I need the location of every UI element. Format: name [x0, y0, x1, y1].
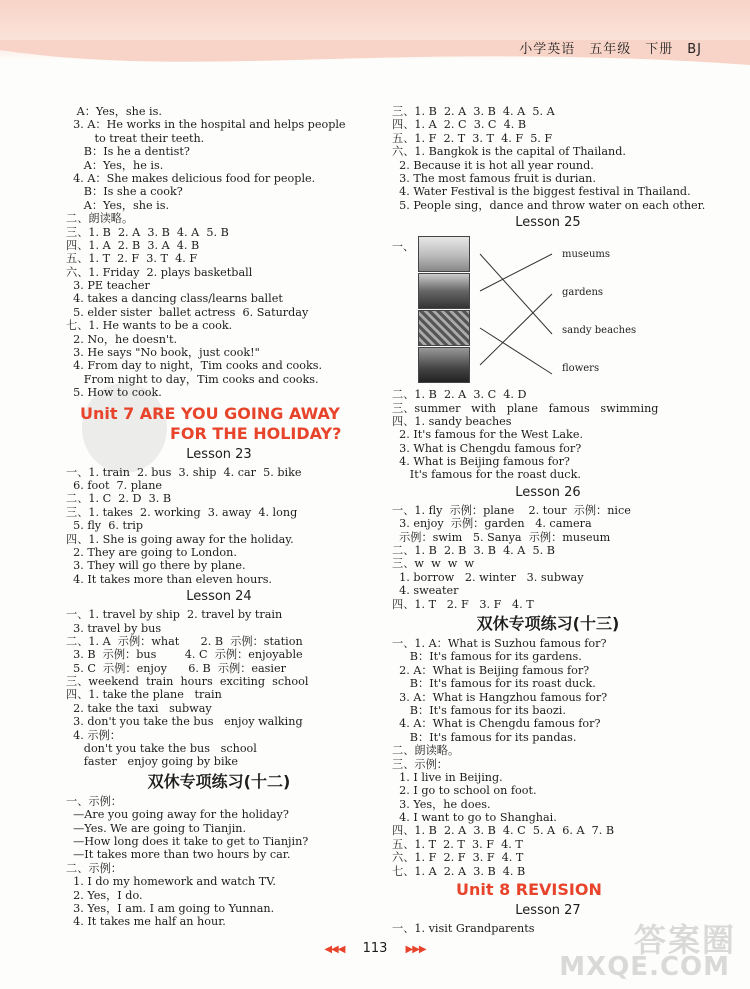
answer-line: 2. Because it is hot all year round.	[392, 158, 594, 172]
answer-line: 三、summer with plane famous swimming	[392, 401, 659, 415]
answer-line: 示例：swim 5. Sanya 示例：museum	[392, 530, 611, 544]
matching-lines	[392, 234, 704, 384]
answer-line: 3. B 示例：bus 4. C 示例：enjoyable	[66, 648, 303, 662]
answer-line: A：Yes，she is.	[66, 198, 170, 212]
matching-marker: 一、	[392, 240, 414, 254]
watermark-logo: 答案圈	[633, 921, 736, 959]
answer-line: 3. A：What is Hangzhou famous for?	[392, 690, 608, 704]
lesson-25-matching-exercise	[392, 234, 704, 384]
answer-block-thailand	[392, 105, 704, 212]
answer-line: 四、1. A 2. C 3. C 4. B	[392, 118, 527, 132]
answer-line: B：It's famous for its baozi.	[392, 703, 566, 717]
answer-line: 4. What is Beijing famous for?	[392, 455, 570, 469]
answer-line: 3. travel by bus	[66, 621, 162, 635]
lesson-23-answers	[66, 466, 372, 587]
answer-line: 五、1. F 2. T 3. T 4. F 5. F	[392, 131, 553, 145]
answer-line: 二、朗读略。	[66, 212, 134, 226]
answer-line: 3. They will go there by plane.	[66, 559, 246, 573]
answer-line: faster enjoy going by bike	[66, 755, 238, 769]
answer-line: 6. foot 7. plane	[66, 478, 163, 492]
answer-line: 2. A：What is Beijing famous for?	[392, 663, 590, 677]
answer-line: 5. How to cook.	[66, 386, 162, 400]
answer-line: 六、1. Bangkok is the capital of Thailand.	[392, 145, 626, 159]
answer-line: 4. takes a dancing class/learns ballet	[66, 292, 283, 306]
answer-line: 3. PE teacher	[66, 279, 150, 293]
answer-line: 五、1. T 2. F 3. T 4. F	[66, 252, 198, 266]
answer-line: 三、1. B 2. A 3. B 4. A 5. B	[66, 225, 229, 239]
answer-line: —Yes. We are going to Tianjin.	[66, 821, 247, 835]
unit-8-title: Unit 8 REVISION	[456, 880, 602, 900]
answer-line: 3. enjoy 示例：garden 4. camera	[392, 517, 592, 531]
weekend-practice-12-answers	[66, 795, 372, 929]
answer-block-unit6-continued	[66, 105, 372, 400]
answer-line: 2. It's famous for the West Lake.	[392, 428, 584, 442]
answer-line: 2. I go to school on foot.	[392, 784, 537, 798]
answer-line: 4. From day to night，Tim cooks and cooks.	[66, 359, 323, 373]
answer-line: 一、1. visit Grandparents	[392, 922, 535, 936]
answer-line: 七、1. A 2. A 3. B 4. B	[392, 864, 526, 878]
answer-line: 六、1. F 2. F 3. F 4. T	[392, 851, 524, 865]
answer-line: 三、1. B 2. A 3. B 4. A 5. A	[392, 105, 555, 118]
answer-line: 5. C 示例：enjoy 6. B 示例：easier	[66, 661, 286, 675]
answer-line: B：Is she a cook?	[66, 185, 183, 199]
page-number: 113	[362, 941, 388, 956]
answer-line: —How long does it take to get to Tianjin?	[66, 834, 309, 848]
answer-line: B：It's famous for its pandas.	[392, 730, 577, 744]
lesson-24-title: Lesson 24	[186, 589, 252, 605]
answer-line: 4. I want to go to Shanghai.	[392, 811, 557, 825]
answer-line: 2. Yes，I do.	[66, 888, 143, 902]
answer-line: 3. The most famous fruit is durian.	[392, 171, 596, 185]
answer-line: 三、weekend train hours exciting school	[66, 675, 309, 689]
answer-line: 五、1. T 2. T 3. F 4. T	[392, 837, 523, 851]
page-arrows-left-icon: ◀◀◀	[324, 944, 345, 955]
answer-line: —Are you going away for the holiday?	[66, 808, 289, 822]
lesson-26-title: Lesson 26	[515, 484, 581, 500]
unit-7-title: Unit 7 ARE YOU GOING AWAY FOR THE HOLIDAY?	[80, 403, 342, 443]
answer-line: 二、朗读略。	[392, 744, 460, 758]
right-column	[392, 105, 704, 935]
weekend-practice-13-answers	[392, 637, 704, 878]
answer-line: 4. 示例：	[66, 728, 121, 742]
answer-line: 七、1. He wants to be a cook.	[66, 319, 233, 333]
answer-line: 5. People sing，dance and throw water on each other.	[392, 198, 706, 212]
match-label-sandy-beaches: sandy beaches	[562, 325, 637, 337]
left-column	[66, 105, 372, 929]
answer-line: 四、1. A 2. B 3. A 4. B	[66, 238, 200, 252]
lesson-27-title: Lesson 27	[515, 903, 581, 919]
answer-line: 四、1. She is going away for the holiday.	[66, 532, 294, 546]
answer-line: 5. elder sister ballet actress 6. Saturday	[66, 305, 309, 319]
answer-line: A：Yes，she is.	[66, 105, 162, 118]
answer-line: 3. Yes，I am. I am going to Yunnan.	[66, 901, 275, 915]
lesson-23-title: Lesson 23	[186, 446, 252, 462]
answer-line: 一、1. A：What is Suzhou famous for?	[392, 636, 607, 650]
answer-line: 2. take the taxi subway	[66, 701, 212, 715]
match-label-gardens: gardens	[562, 287, 604, 299]
answer-line: 四、1. sandy beaches	[392, 414, 512, 428]
answer-line: 二、示例：	[66, 861, 122, 875]
answer-line: 4. sweater	[392, 584, 459, 598]
answer-line: 1. I live in Beijing.	[392, 770, 503, 784]
answer-line: 四、1. B 2. A 3. B 4. C 5. A 6. A 7. B	[392, 824, 615, 838]
answer-line: It's famous for the roast duck.	[392, 468, 581, 482]
answer-line: 2. No，he doesn't.	[66, 332, 178, 346]
answer-line: From night to day，Tim cooks and cooks.	[66, 372, 319, 386]
answer-line: 3. What is Chengdu famous for?	[392, 441, 582, 455]
page-arrows-right-icon: ▶▶▶	[405, 944, 426, 955]
answer-line: 1. borrow 2. winter 3. subway	[392, 570, 584, 584]
answer-line: 二、1. A 示例：what 2. B 示例：station	[66, 634, 303, 648]
book-subject-header: 小学英语 五年级 下册 BJ	[519, 42, 702, 57]
answer-line: 一、1. travel by ship 2. travel by train	[66, 608, 283, 622]
answer-line: 三、示例：	[392, 757, 448, 771]
answer-line: 4. It takes more than eleven hours.	[66, 572, 272, 586]
answer-line: 4. A：What is Chengdu famous for?	[392, 717, 601, 731]
answer-line: 一、示例：	[66, 794, 122, 808]
answer-line: 4. It takes me half an hour.	[66, 915, 226, 929]
match-label-flowers: flowers	[562, 363, 600, 375]
answer-line: A：Yes，he is.	[66, 158, 164, 172]
answer-line: 二、1. C 2. D 3. B	[66, 492, 172, 506]
match-label-museums: museums	[562, 249, 611, 261]
answer-line: 4. Water Festival is the biggest festival in Thailand.	[392, 185, 691, 199]
answer-line: B：It's famous for its roast duck.	[392, 677, 596, 691]
answer-line: 5. fly 6. trip	[66, 519, 144, 533]
answer-line: B：It's famous for its gardens.	[392, 650, 582, 664]
answer-line: 一、1. train 2. bus 3. ship 4. car 5. bike	[66, 465, 302, 479]
lesson-25-answers	[392, 388, 704, 482]
answer-line: —It takes more than two hours by car.	[66, 848, 291, 862]
lesson-26-answers	[392, 504, 704, 611]
answer-line: 一、1. fly 示例：plane 2. tour 示例：nice	[392, 503, 631, 517]
answer-line: 六、1. Friday 2. plays basketball	[66, 265, 253, 279]
answer-line: 三、1. takes 2. working 3. away 4. long	[66, 505, 298, 519]
answer-line: don't you take the bus school	[66, 742, 257, 756]
answer-line: 四、1. take the plane train	[66, 688, 222, 702]
weekend-practice-12-title: 双休专项练习(十二)	[147, 771, 291, 791]
answer-line: 1. I do my homework and watch TV.	[66, 875, 276, 889]
answer-line: 二、1. B 2. B 3. B 4. A 5. B	[392, 544, 555, 558]
answer-line: 3. Yes，he does.	[392, 797, 491, 811]
answer-line: 3. don't you take the bus enjoy walking	[66, 715, 303, 729]
answer-line: to treat their teeth.	[66, 131, 205, 145]
answer-line: 3. He says "No book，just cook!"	[66, 346, 260, 360]
lesson-24-answers	[66, 608, 372, 769]
answer-line: 4. A：She makes delicious food for people.	[66, 171, 316, 185]
watermark-url: MXQE.COM	[559, 952, 730, 982]
answer-line: 2. They are going to London.	[66, 545, 237, 559]
lesson-25-title: Lesson 25	[515, 215, 581, 231]
answer-line: 四、1. T 2. F 3. F 4. T	[392, 597, 534, 611]
weekend-practice-13-title: 双休专项练习(十三)	[476, 613, 620, 633]
answer-line: 二、1. B 2. A 3. C 4. D	[392, 388, 527, 402]
answer-line: 三、w w w w	[392, 557, 475, 571]
answer-line: 3. A：He works in the hospital and helps people	[66, 118, 346, 132]
answer-line: B：Is he a dentist?	[66, 145, 190, 159]
